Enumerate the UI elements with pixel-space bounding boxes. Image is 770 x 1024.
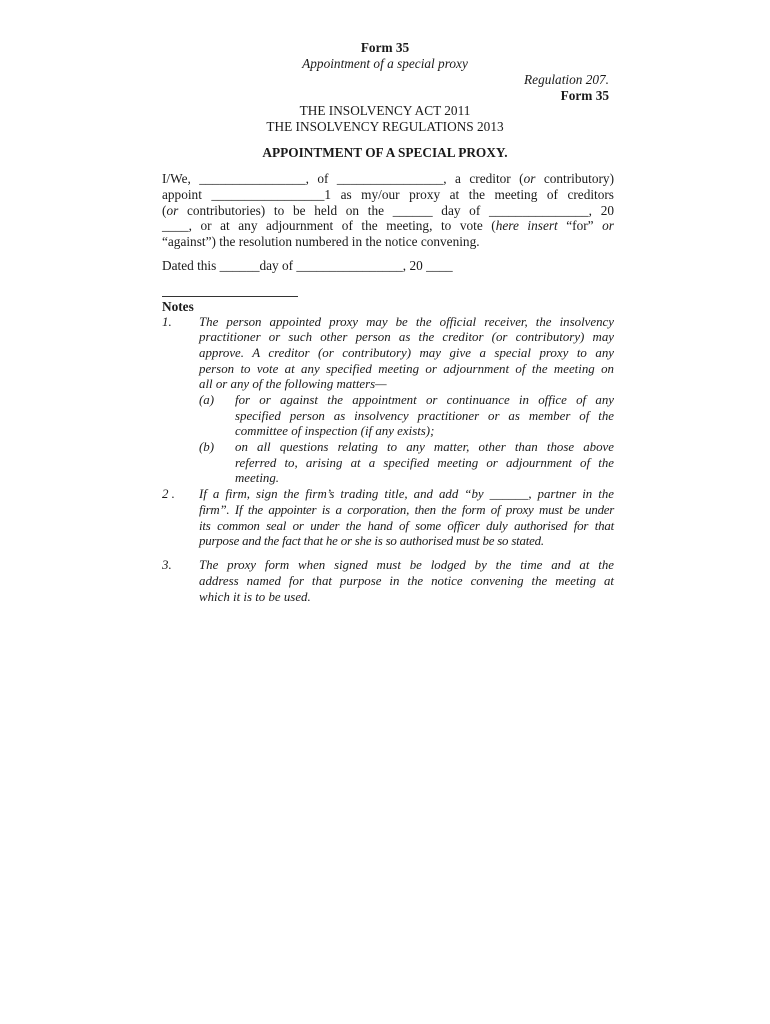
body-text: contributory) — [535, 171, 614, 186]
subnote-b-line: on all questions relating to any matter, other than those above — [235, 440, 614, 454]
note-3-line: The proxy form when signed must be lodged by the time and at the — [199, 558, 614, 572]
body-text: I/We, ________________, of ________________, a creditor ( — [162, 171, 524, 186]
body-text: “for” — [557, 218, 603, 233]
subnote-b-line: meeting. — [235, 471, 280, 485]
body-line-5: “against”) the resolution numbered in the notice convening. — [162, 234, 480, 249]
body-italic-or: or — [166, 203, 179, 218]
form-title: Form 35 — [360, 40, 410, 55]
note-2-line: its common seal or under the hand of some officer duly authorised for that — [199, 519, 614, 533]
document-heading: APPOINTMENT OF A SPECIAL PROXY. — [262, 145, 508, 160]
body-text: ____, or at any adjournment of the meeting, to vote ( — [162, 218, 496, 233]
note-1-line: all or any of the following matters— — [199, 377, 387, 391]
act-title: THE INSOLVENCY ACT 2011 — [299, 103, 471, 118]
note-1-line: approve. A creditor (or contributory) may give a special proxy to any — [199, 346, 614, 360]
subnote-a-line: specified person as insolvency practitioner or as member of the — [235, 409, 614, 423]
body-line-3 — [162, 203, 614, 219]
regulations-title: THE INSOLVENCY REGULATIONS 2013 — [266, 119, 504, 134]
body-line-1 — [162, 171, 614, 187]
note-number: 2 . — [162, 487, 175, 501]
body-line-4 — [162, 218, 614, 234]
note-3-line: address named for that purpose in the notice convening the meeting at — [199, 574, 614, 588]
note-2-line: purpose and the fact that he or she is so authorised must be so stated. — [199, 534, 544, 548]
form-ref: Form 35 — [560, 88, 609, 103]
note-2-line: If a firm, sign the firm’s trading title, and add “by ______, partner in the — [199, 487, 614, 501]
notes-title: Notes — [162, 299, 194, 314]
subnote-b-line: referred to, arising at a specified meeting or adjournment of the — [235, 456, 614, 470]
body-italic-instruction: here insert — [495, 218, 558, 233]
subnote-a-line: committee of inspection (if any exists); — [235, 424, 435, 438]
note-1-line: practitioner or such other person as the creditor (or contributory) may — [199, 330, 614, 344]
form-subtitle: Appointment of a special proxy — [302, 56, 468, 71]
note-2-line: firm”. If the appointer is a corporation, then the form of proxy must be under — [199, 503, 614, 517]
body-line-2: appoint _________________1 as my/our proxy at the meeting of creditors — [162, 187, 614, 202]
subnote-label: (b) — [199, 440, 215, 454]
note-3-line: which it is to be used. — [199, 590, 311, 604]
body-text: contributories) to be held on the ______ day of _______________, 20 — [178, 203, 614, 218]
note-1-line: person to vote at any specified meeting or adjournment of the meeting on — [199, 362, 614, 376]
note-1-line: The person appointed proxy may be the official receiver, the insolvency — [199, 315, 614, 329]
notes-divider — [162, 296, 298, 297]
body-italic-or: or — [602, 218, 614, 233]
regulation-ref: Regulation 207. — [524, 72, 609, 87]
subnote-a-line: for or against the appointment or continuance in office of any — [235, 393, 614, 407]
note-number: 3. — [162, 558, 172, 572]
body-text: ( — [162, 203, 167, 218]
dated-line: Dated this ______day of ________________, 20 ____ — [162, 258, 453, 273]
body-italic-or: or — [523, 171, 536, 186]
subnote-label: (a) — [199, 393, 215, 407]
note-number: 1. — [162, 315, 172, 329]
